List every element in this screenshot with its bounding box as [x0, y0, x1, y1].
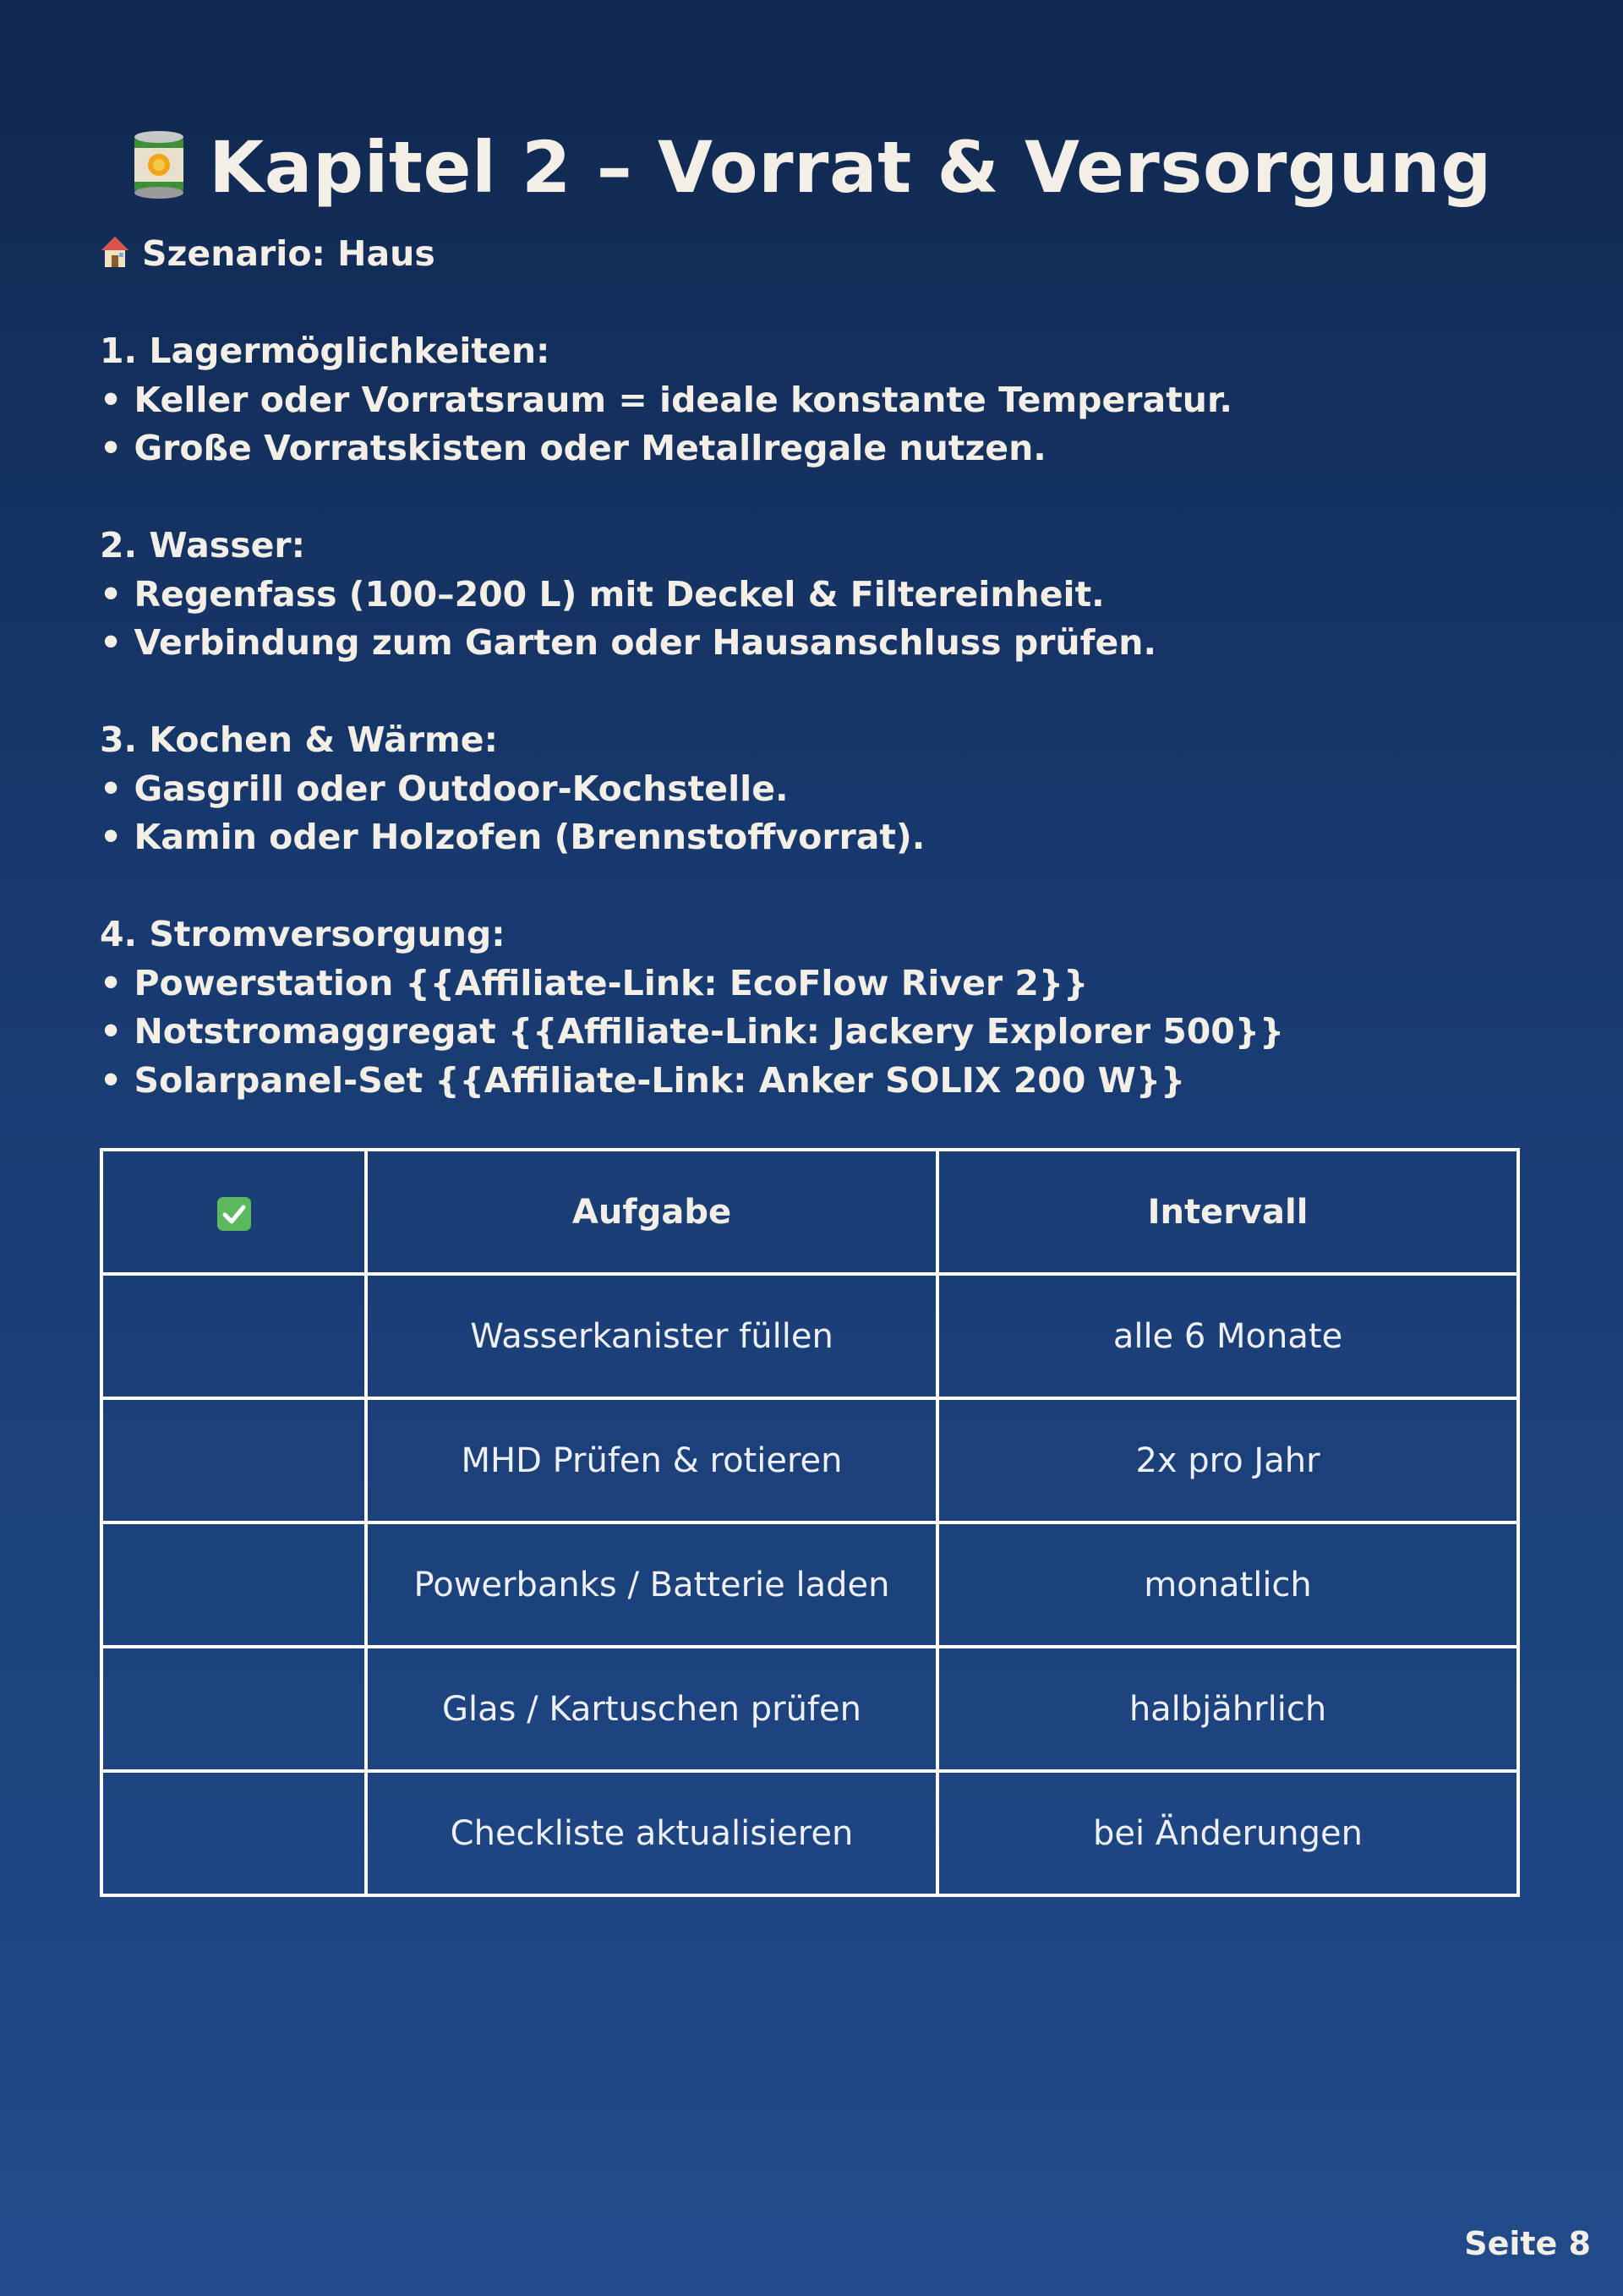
- canned-food-icon: [131, 129, 187, 200]
- page-title: [0, 125, 1623, 210]
- section-heading: 2. Wasser:: [100, 525, 306, 566]
- page-number: Seite 8: [1464, 2225, 1591, 2262]
- bullet-item: • Kamin oder Holzofen (Brennstoffvorrat).: [100, 817, 926, 857]
- check-cell[interactable]: [101, 1398, 366, 1522]
- section-heading: 4. Stromversorgung:: [100, 914, 505, 954]
- interval-cell: 2x pro Jahr: [937, 1398, 1518, 1522]
- interval-cell: monatlich: [937, 1522, 1518, 1647]
- check-cell[interactable]: [101, 1522, 366, 1647]
- bullet-item: • Keller oder Vorratsraum = ideale konstante Temperatur.: [100, 379, 1232, 420]
- task-cell: Checkliste aktualisieren: [366, 1771, 937, 1895]
- task-column-header: Aufgabe: [366, 1150, 937, 1274]
- task-cell: MHD Prüfen & rotieren: [366, 1398, 937, 1522]
- bullet-item: • Verbindung zum Garten oder Hausanschluss prüfen.: [100, 622, 1157, 663]
- check-cell[interactable]: [101, 1274, 366, 1398]
- task-cell: Wasserkanister füllen: [366, 1274, 937, 1398]
- house-icon: [100, 233, 130, 267]
- section-heading: 1. Lagermöglichkeiten:: [100, 331, 550, 371]
- bullet-item: • Solarpanel-Set {{Affiliate-Link: Anker SOLIX 200 W}}: [100, 1059, 1186, 1101]
- bullet-item: • Große Vorratskisten oder Metallregale nutzen.: [100, 428, 1046, 468]
- table-row: [101, 1647, 1518, 1771]
- check-mark-icon: [216, 1196, 252, 1232]
- interval-column-header: Intervall: [937, 1150, 1518, 1274]
- maintenance-table: [100, 1148, 1520, 1897]
- section-heading: 3. Kochen & Wärme:: [100, 719, 498, 760]
- scenario-line: [100, 230, 1537, 279]
- check-cell[interactable]: [101, 1647, 366, 1771]
- interval-cell: halbjährlich: [937, 1647, 1518, 1771]
- title-text: Kapitel 2 – Vorrat & Versorgung: [209, 126, 1492, 210]
- bullet-item: • Powerstation {{Affiliate-Link: EcoFlow River 2}}: [100, 962, 1089, 1003]
- interval-cell: bei Änderungen: [937, 1771, 1518, 1895]
- interval-cell: alle 6 Monate: [937, 1274, 1518, 1398]
- scenario-label: Szenario: Haus: [142, 233, 435, 274]
- task-cell: Glas / Kartuschen prüfen: [366, 1647, 937, 1771]
- table-row: [101, 1522, 1518, 1647]
- chapter-content: [100, 230, 1537, 1105]
- bullet-item: • Notstromaggregat {{Affiliate-Link: Jackery Explorer 500}}: [100, 1011, 1285, 1052]
- bullet-item: • Gasgrill oder Outdoor-Kochstelle.: [100, 768, 789, 809]
- task-cell: Powerbanks / Batterie laden: [366, 1522, 937, 1647]
- table-row: [101, 1771, 1518, 1895]
- table-row: [101, 1398, 1518, 1522]
- bullet-item: • Regenfass (100–200 L) mit Deckel & Filtereinheit.: [100, 573, 1105, 615]
- check-cell[interactable]: [101, 1771, 366, 1895]
- table-row: [101, 1274, 1518, 1398]
- check-column-header: [101, 1150, 366, 1274]
- table-header-row: [101, 1150, 1518, 1274]
